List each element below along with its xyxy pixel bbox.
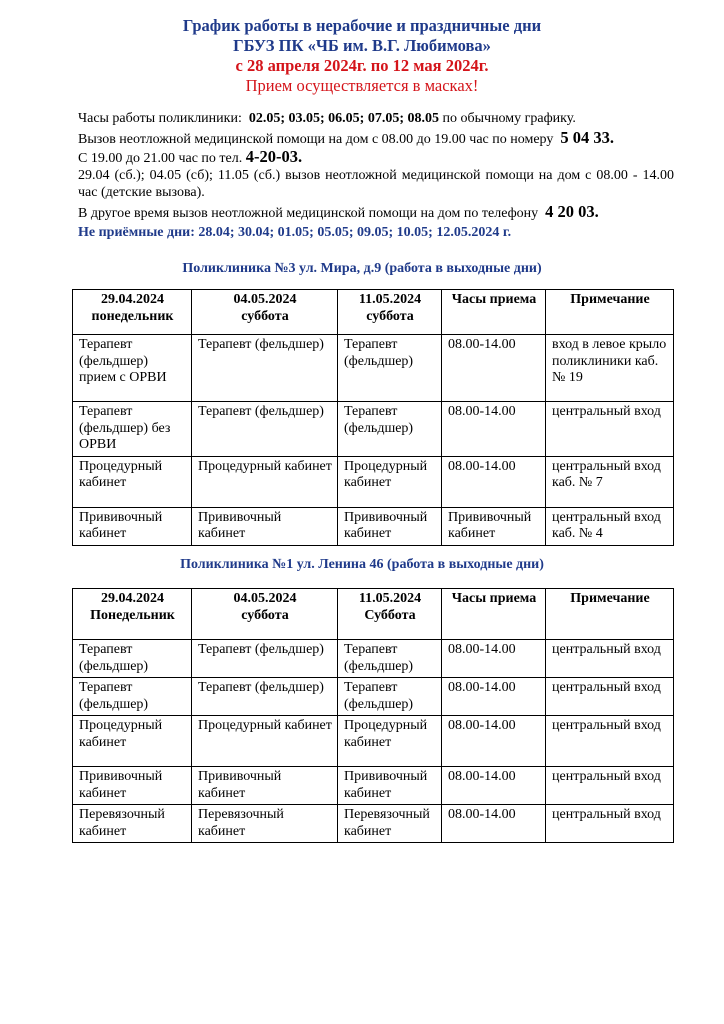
table-row: Терапевт (фельдшер) без ОРВИ Терапевт (фельдшер) Терапевт (фельдшер) 08.00-14.00 центральный вход — [73, 402, 674, 457]
header-organization: ГБУЗ ПК «ЧБ им. В.Г. Любимова» — [233, 36, 491, 55]
call-phone-number: 5 04 33. — [560, 128, 614, 147]
table-header-row — [73, 589, 674, 640]
clinic1-schedule-table — [72, 588, 674, 843]
evening-call-line: С 19.00 до 21.00 час по тел. 4-20-03. — [78, 147, 303, 166]
clinic3-schedule-table — [72, 289, 674, 546]
working-hours-line: Часы работы поликлиники: 02.05; 03.05; 06.05; 07.05; 08.05 по обычному графику. — [78, 111, 576, 126]
table-row: Процедурный кабинет Процедурный кабинет Процедурный кабинет 08.00-14.00 центральный вход — [73, 716, 674, 767]
call-line: Вызов неотложной медицинской помощи на дом с 08.00 до 19.00 час по номеру 5 04 33. — [78, 128, 614, 147]
children-calls-line: 29.04 (сб.); 04.05 (сб); 11.05 (сб.) вызов неотложной медицинской помощи на дом с 08.00 - 14.00 час (детские вызова). — [78, 168, 674, 200]
column-header: 29.04.2024 понедельник — [73, 290, 192, 335]
column-header: 04.05.2024 суббота — [192, 589, 338, 640]
table-row: Прививочный кабинет Прививочный кабинет Прививочный кабинет 08.00-14.00 центральный вход — [73, 767, 674, 805]
other-phone-number: 4 20 03. — [545, 202, 599, 221]
clinic1-title: Поликлиника №1 ул. Ленина 46 (работа в выходные дни) — [180, 557, 544, 572]
table-row: Терапевт (фельдшер) прием с ОРВИ Терапевт (фельдшер) Терапевт (фельдшер) 08.00-14.00 вход в левое крыло поликлиники каб. № 19 — [73, 335, 674, 402]
table-row: Терапевт (фельдшер) Терапевт (фельдшер) Терапевт (фельдшер) 08.00-14.00 центральный вход — [73, 678, 674, 716]
other-time-line: В другое время вызов неотложной медицинской помощи на дом по телефону 4 20 03. — [78, 202, 599, 221]
header-period: с 28 апреля 2024г. по 12 мая 2024г. — [235, 56, 489, 75]
column-header: 11.05.2024 Суббота — [338, 589, 442, 640]
table-row: Процедурный кабинет Процедурный кабинет Процедурный кабинет 08.00-14.00 центральный вход каб. № 7 — [73, 456, 674, 507]
column-header: Часы приема — [442, 589, 546, 640]
table-row: Прививочный кабинет Прививочный кабинет Прививочный кабинет Прививочный кабинет центральный вход каб. № 4 — [73, 507, 674, 545]
table-row: Терапевт (фельдшер) Терапевт (фельдшер) Терапевт (фельдшер) 08.00-14.00 центральный вход — [73, 640, 674, 678]
evening-phone-number: 4-20-03. — [245, 147, 303, 166]
column-header: 11.05.2024 суббота — [338, 290, 442, 335]
column-header: 04.05.2024 суббота — [192, 290, 338, 335]
header-mask-notice: Прием осуществляется в масках! — [245, 76, 479, 95]
header-title: График работы в нерабочие и праздничные дни — [182, 16, 542, 35]
column-header: Примечание — [546, 290, 674, 335]
working-dates: 02.05; 03.05; 06.05; 07.05; 08.05 — [248, 111, 439, 126]
info-block — [78, 110, 674, 241]
column-header: 29.04.2024 Понедельник — [73, 589, 192, 640]
column-header: Часы приема — [442, 290, 546, 335]
clinic3-title: Поликлиника №3 ул. Мира, д.9 (работа в выходные дни) — [182, 261, 542, 276]
closed-days-line: Не приёмные дни: 28.04; 30.04; 01.05; 05.05; 09.05; 10.05; 12.05.2024 г. — [78, 225, 512, 240]
column-header: Примечание — [546, 589, 674, 640]
table-row: Перевязочный кабинет Перевязочный кабинет Перевязочный кабинет 08.00-14.00 центральный вход — [73, 805, 674, 843]
document-header — [0, 16, 724, 96]
table-header-row — [73, 290, 674, 335]
